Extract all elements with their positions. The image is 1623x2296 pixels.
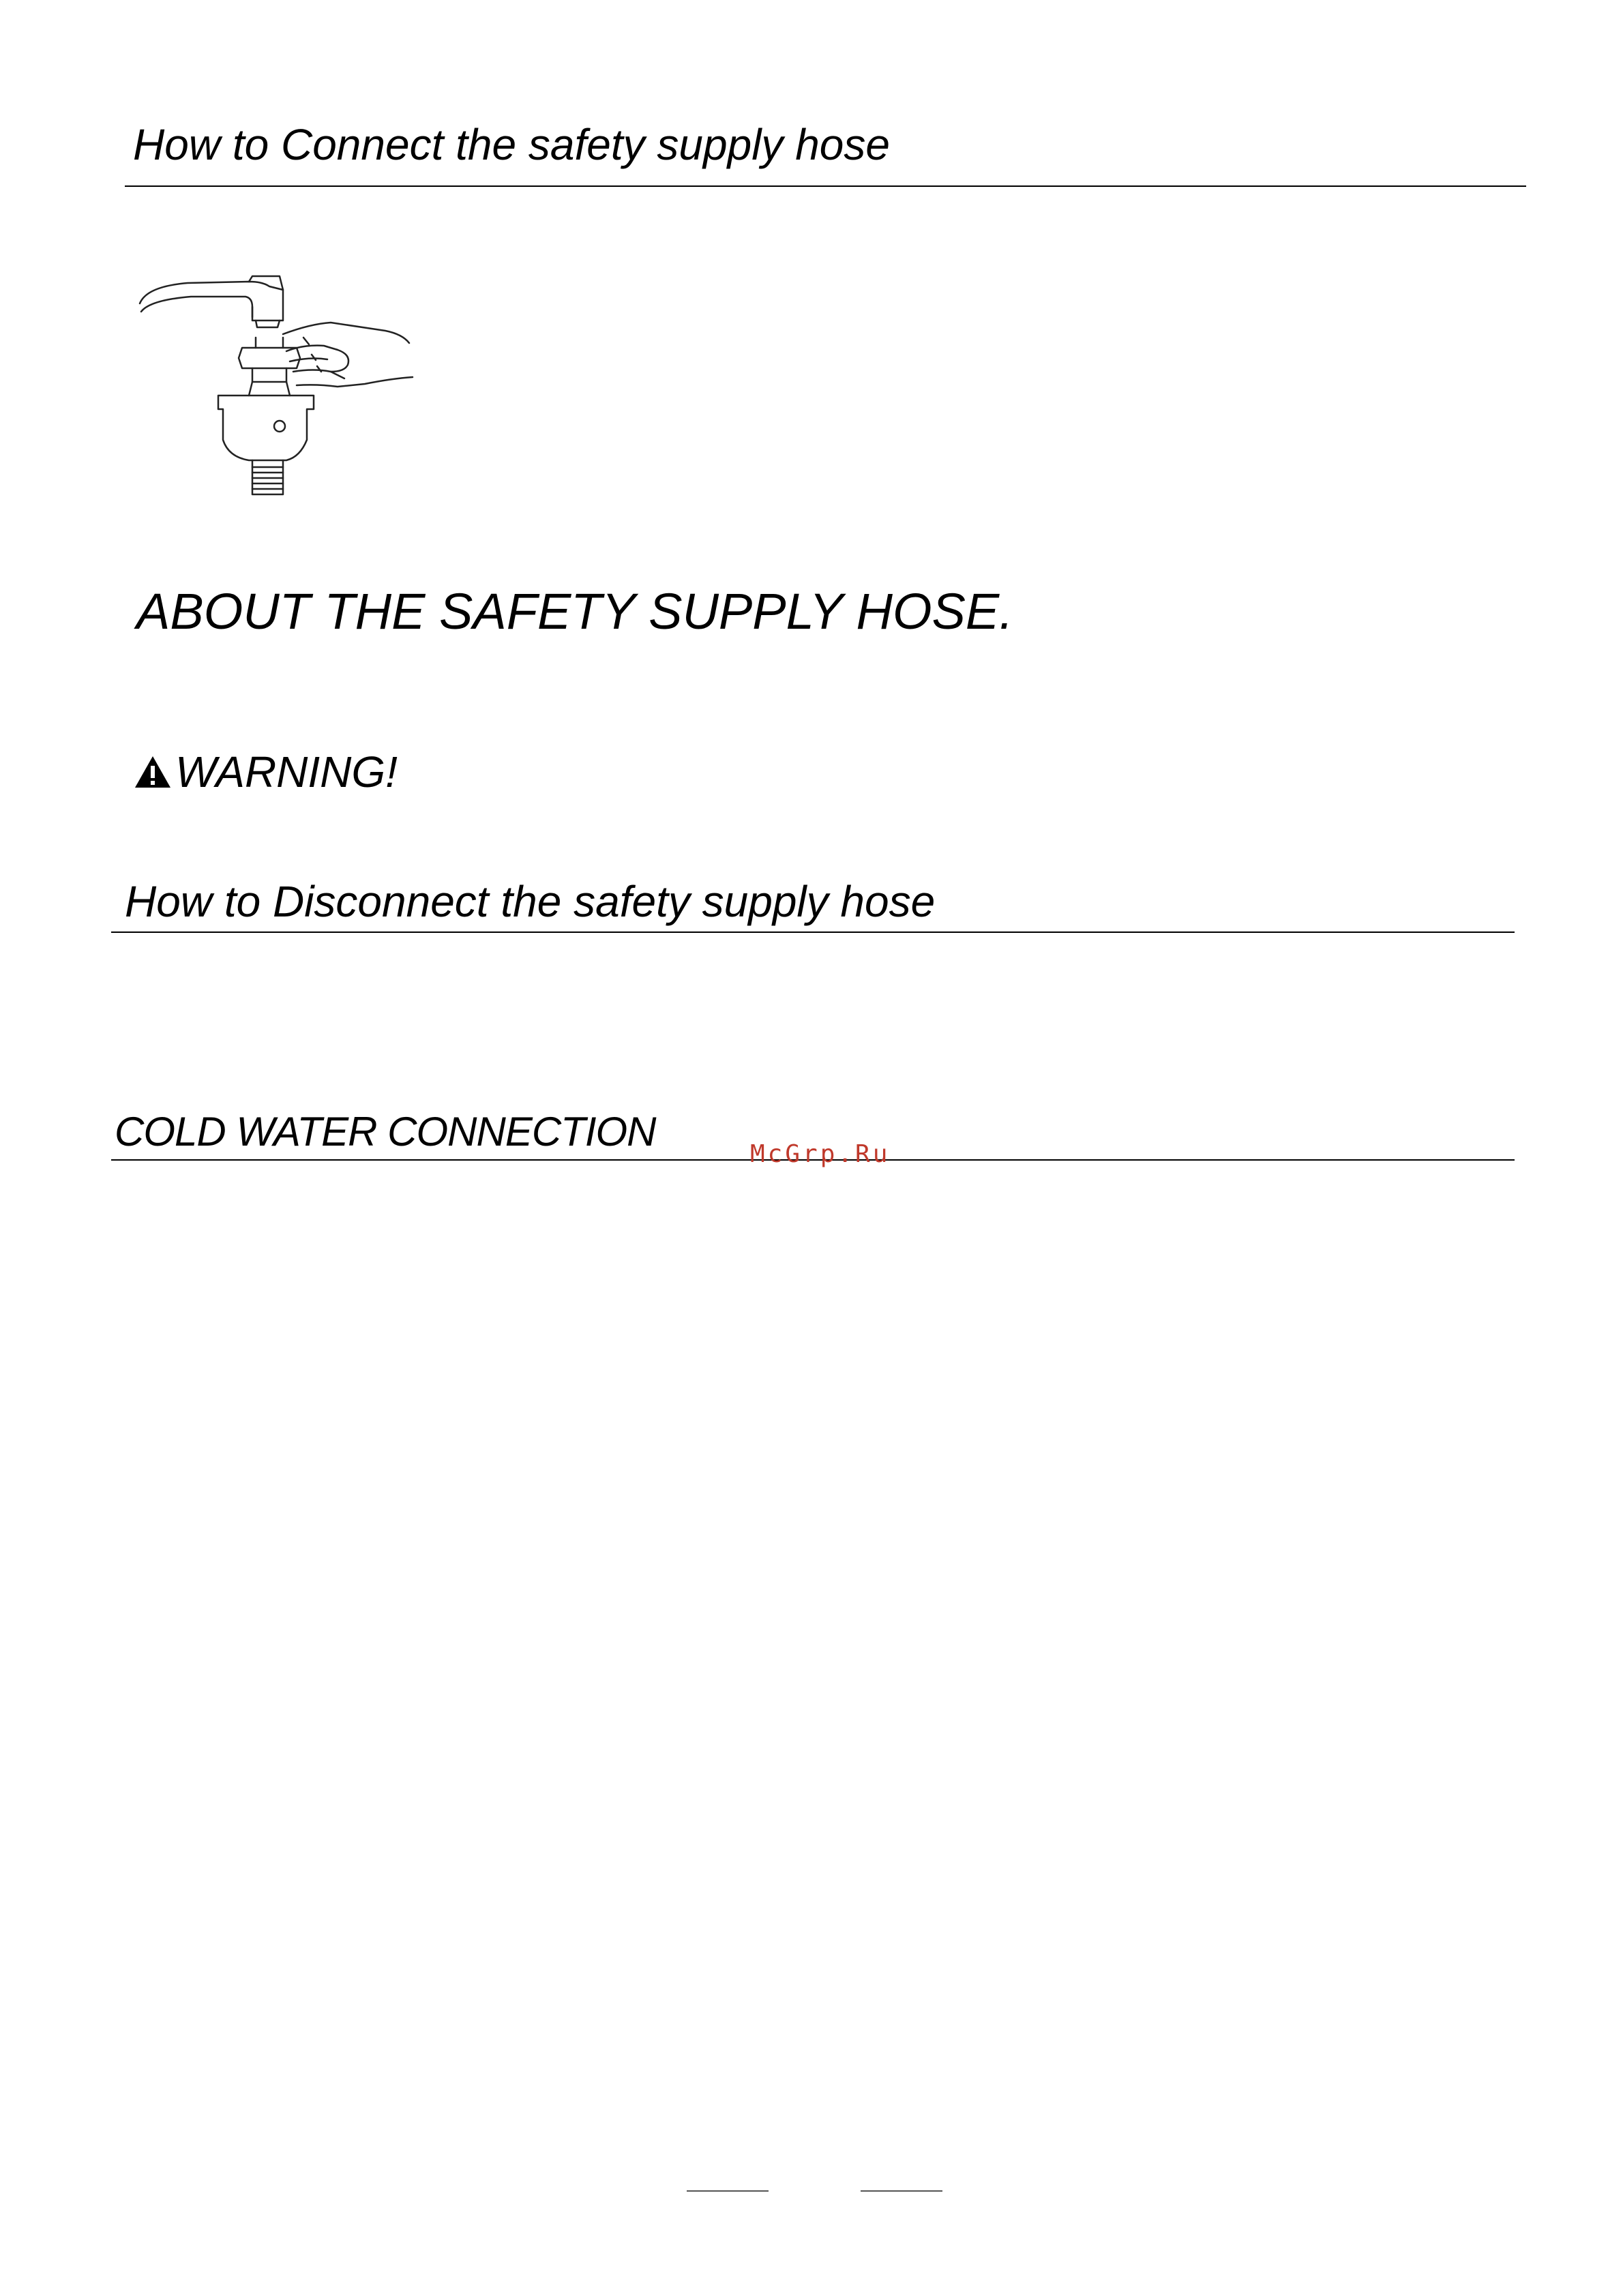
about-heading: ABOUT THE SAFETY SUPPLY HOSE. [136, 583, 1013, 640]
footer-rule-left [687, 2190, 769, 2192]
footer-rule-right [861, 2190, 942, 2192]
warning-triangle-icon [133, 754, 173, 790]
disconnect-heading: How to Disconnect the safety supply hose [125, 877, 936, 926]
cold-water-heading: COLD WATER CONNECTION [115, 1109, 656, 1154]
connect-heading: How to Connect the safety supply hose [133, 120, 890, 169]
watermark: McGrp.Ru [750, 1140, 891, 1168]
disconnect-heading-rule [111, 931, 1515, 933]
warning-text: WARNING! [175, 747, 398, 796]
connect-heading-rule [125, 185, 1526, 187]
warning-label-row [133, 747, 398, 796]
hand-attaching-hose-to-faucet-illustration [133, 269, 419, 501]
